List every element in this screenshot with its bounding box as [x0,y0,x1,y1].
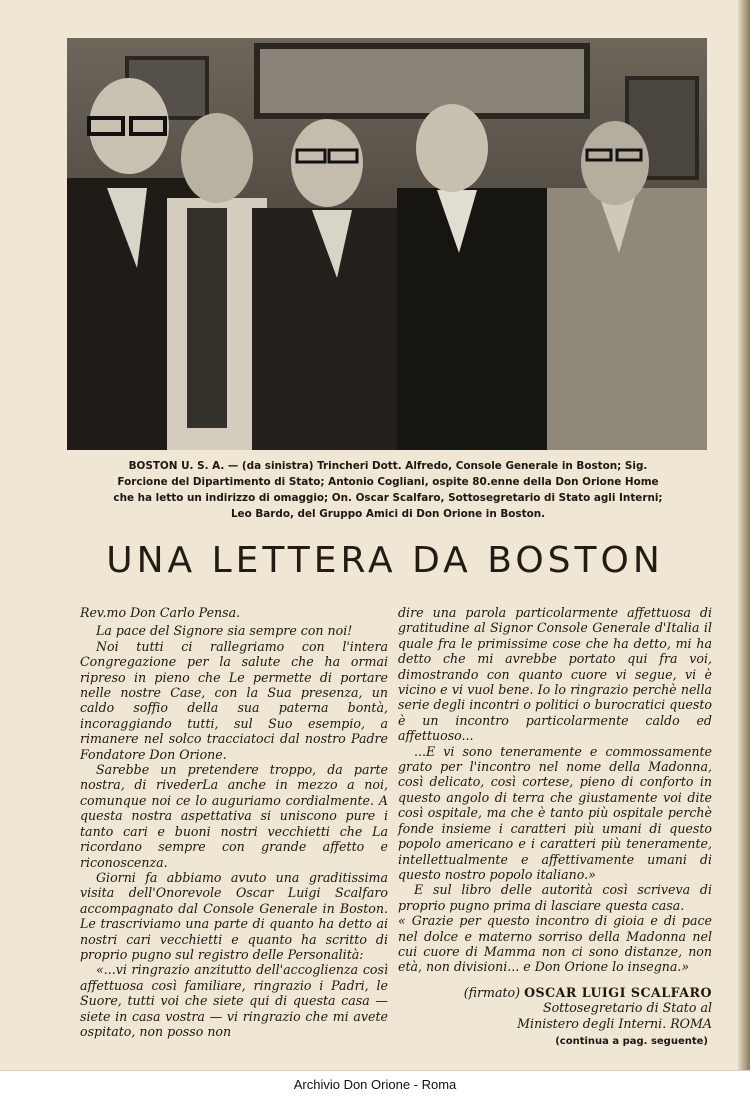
signature-firmato: (firmato) [463,984,521,1000]
article-headline: UNA LETTERA DA BOSTON [106,540,664,581]
letter-paragraph: Sarebbe un pretendere troppo, da parte nostra, di rivederLa anche in mezzo a noi, comunque noi ce lo auguriamo cordialmente. A questa nostra aspettativa si uniscono pure i tanto cari e buoni nostri vecchietti che La ricordano sempre con grande affetto e riconoscenza. [80,762,388,870]
caption-line: BOSTON U. S. A. — (da sinistra) Trincheri Dott. Alfredo, Console Generale in Boston; Sig. [128,460,648,472]
archive-footer-text: Archivio Don Orione - Roma [293,1077,457,1092]
caption-line: Forcione del Dipartimento di Stato; Antonio Cogliani, ospite 80.enne della Don Orione Home [117,476,659,488]
letter-paragraph: La pace del Signore sia sempre con noi! [96,623,353,639]
photo-caption [78,458,698,522]
letter-paragraph: ...E vi sono teneramente e commossamente grato per l'incontro nel nome della Madonna, così delicato, così cortese, pieno di conforto in questo angolo di terra che giustamente voi dite così ospitale, ma che è tanto più ospitale perchè fonde insieme i caratteri più umani di questo popolo americano e i caratteri più teneramente, intellettualmente e affettivamente umani di questo nostro popolo italiano.» [398,743,712,882]
signature-title: Sottosegretario di Stato al [542,1000,712,1016]
archive-footer [0,1070,750,1100]
caption-line: Leo Bardo, del Gruppo Amici di Don Orione in Boston. [230,508,546,520]
letter-paragraph: « Grazie per questo incontro di gioia e di pace nel dolce e materno sorriso della Madonna nel cui cuore di Mamma non ci sono distanze, non età, non divisioni... e Don Orione lo insegna.» [398,913,712,975]
letter-right-column [398,605,712,1031]
signature-title: Ministero degli Interni. ROMA [517,1015,712,1031]
letter-paragraph: dire una parola particolarmente affettuosa di gratitudine al Signor Console Generale d'Italia il quale fra le primissime cose che ha detto, mi ha detto che mi avrebbe portato qui fra voi, dimostrando con quanto cuore vi segue, vi è vicino e vi vuol bene. Io lo ringrazio perchè nella serie degli incontri o politici o burocratici questo è un incontro particolarmente caldo ed affettuoso... [398,605,712,744]
letter-paragraph: Noi tutti ci rallegriamo con l'intera Congregazione per la salute che ha ormai ripreso in pieno che Le permette di portare nelle nostre Case, con la Sua presenza, un caldo soffio della sua paterna bontà, incoraggiando tutti, sul Suo esempio, a rimanere nel solco tracciatoci dal nostro Padre Fondatore Don Orione. [80,638,388,762]
letter-paragraph: «...vi ringrazio anzitutto dell'accoglienza così affettuosa così familiare, ringrazio i Padri, le Suore, tutti voi che siete qui di questa casa — siete in casa vostra — vi ringrazio che mi avete ospitato, non posso non [80,962,388,1039]
continued-note: (continua a pag. seguente) [555,1036,708,1047]
letter-signature [398,985,712,1031]
group-photo-illustration [67,38,707,450]
letter-paragraph: E sul libro delle autorità così scriveva di proprio pugno prima di lasciare questa casa. [398,882,712,913]
signature-name: OSCAR LUIGI SCALFARO [524,984,712,1000]
signature-line [398,985,712,1000]
letter-left-column [80,605,388,1039]
letter-paragraph: Giorni fa abbiamo avuto una graditissima visita dell'Onorevole Oscar Luigi Scalfaro accompagnato dal Console Generale in Boston. Le trascriviamo una parte di quanto ha detto ai nostri cari vecchietti e quanto ha scritto di proprio pugno sul registro delle Personalità: [80,869,388,962]
caption-line: che ha letto un indirizzo di omaggio; On. Oscar Scalfaro, Sottosegretario di Stato agli Interni; [113,492,663,504]
group-photo [67,38,707,450]
letter-salutation: Rev.mo Don Carlo Pensa. [80,605,241,620]
page-edge [738,0,750,1099]
